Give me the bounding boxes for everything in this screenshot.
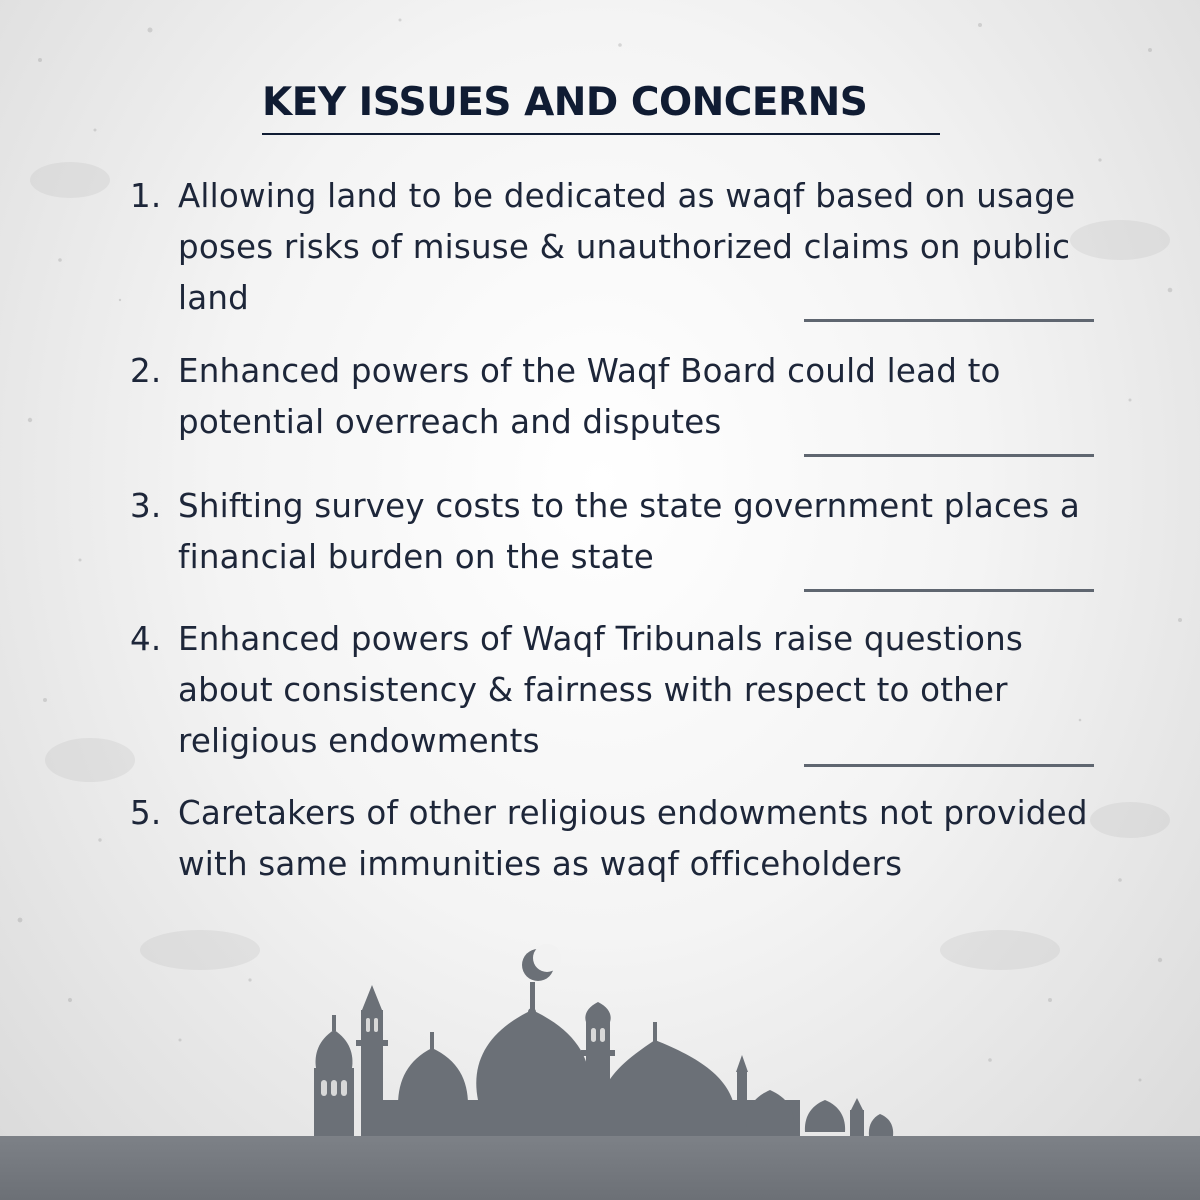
list-item — [130, 614, 1090, 767]
list-item — [130, 171, 1090, 324]
item-separator — [804, 454, 1094, 457]
list-item-number: 2. — [130, 352, 162, 390]
mosque-skyline-icon — [0, 940, 1200, 1200]
page-title: KEY ISSUES AND CONCERNS — [262, 80, 868, 125]
item-separator — [804, 589, 1094, 592]
list-item — [130, 346, 1090, 448]
list-item — [130, 788, 1090, 890]
crescent-icon — [522, 944, 561, 981]
item-separator — [804, 764, 1094, 767]
list-item-number: 3. — [130, 487, 162, 525]
list-item-text: Enhanced powers of Waqf Tribunals raise questions about consistency & fairness with respect to other religious endowments — [178, 620, 1024, 760]
list-item-number: 4. — [130, 620, 162, 658]
item-separator — [804, 319, 1094, 322]
list-item — [130, 481, 1090, 583]
list-item-text: Caretakers of other religious endowments not provided with same immunities as waqf officeholders — [178, 794, 1088, 883]
list-item-text: Enhanced powers of the Waqf Board could lead to potential overreach and disputes — [178, 352, 1001, 441]
title-underline — [262, 133, 940, 135]
list-item-number: 5. — [130, 794, 162, 832]
list-item-text: Shifting survey costs to the state government places a financial burden on the state — [178, 487, 1080, 576]
list-item-text: Allowing land to be dedicated as waqf based on usage poses risks of misuse & unauthorized claims on public land — [178, 177, 1076, 317]
list-item-number: 1. — [130, 177, 162, 215]
